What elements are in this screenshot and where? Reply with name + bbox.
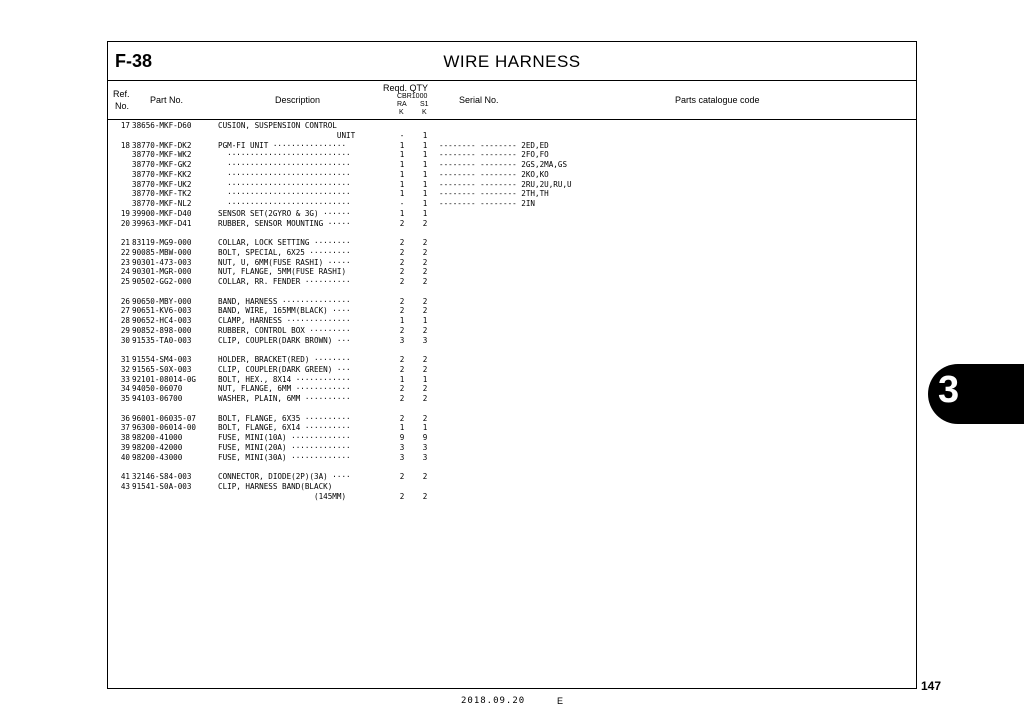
- cell-description: BAND, HARNESS ···············: [218, 296, 351, 306]
- cell-qty-ra: -: [399, 199, 405, 208]
- cell-part-no: 38770-MKF-GK2: [132, 160, 192, 169]
- cell-qty-ra: 2: [399, 267, 405, 277]
- cell-ref: 22: [120, 247, 130, 257]
- header-col2-bottom: K: [422, 109, 427, 116]
- cell-qty-s1: 1: [422, 150, 428, 160]
- cell-qty-ra: 2: [399, 364, 405, 374]
- cell-qty-ra: 2: [399, 257, 405, 267]
- cell-part-no: 38770-MKF-DK2: [132, 140, 192, 150]
- cell-part-no: 39900-MKF-D40: [132, 208, 192, 218]
- cell-description: UNIT: [218, 130, 356, 140]
- cell-qty-ra: 3: [399, 335, 405, 345]
- header-catalogue-code: Parts catalogue code: [675, 95, 760, 105]
- header-no: No.: [115, 101, 130, 111]
- cell-description: PGM-FI UNIT ················: [218, 140, 347, 150]
- cell-description: CLIP, COUPLER(DARK BROWN) ···: [218, 335, 351, 345]
- cell-ref: 28: [120, 316, 130, 325]
- header-description: Description: [275, 95, 321, 105]
- cell-qty-s1: 1: [422, 208, 428, 218]
- cell-ref: 41: [120, 472, 130, 481]
- cell-part-no: 90651-KV6-003: [132, 306, 192, 316]
- cell-qty-ra: 1: [399, 189, 405, 199]
- cell-qty-ra: 1: [399, 150, 405, 160]
- cell-part-no: 83119-MG9-000: [132, 238, 192, 247]
- cell-qty-s1: 1: [422, 199, 428, 208]
- cell-qty-ra: 2: [399, 238, 405, 247]
- cell-qty-s1: 1: [422, 130, 428, 140]
- cell-qty-ra: 1: [399, 316, 405, 325]
- header-col2-top: S1: [420, 101, 429, 108]
- header-ref: Ref.: [113, 89, 130, 99]
- cell-qty-s1: 2: [422, 247, 428, 257]
- cell-part-no: 90502-GG2-000: [132, 277, 192, 286]
- cell-description: COLLAR, LOCK SETTING ········: [218, 238, 351, 247]
- cell-qty-ra: 1: [399, 160, 405, 169]
- cell-qty-ra: 2: [399, 306, 405, 316]
- cell-part-no: 94050-06070: [132, 384, 183, 394]
- cell-ref: 33: [120, 374, 130, 384]
- page-number: 147: [921, 679, 942, 693]
- section-tab-number: 3: [938, 369, 960, 411]
- cell-part-no: 38656-MKF-D60: [132, 121, 192, 130]
- cell-description: BOLT, SPECIAL, 6X25 ·········: [218, 247, 351, 257]
- cell-description: BOLT, FLANGE, 6X35 ··········: [218, 413, 351, 423]
- table-header: [108, 81, 916, 120]
- cell-qty-ra: 2: [399, 296, 405, 306]
- cell-qty-ra: 2: [399, 277, 405, 286]
- cell-part-no: 91541-S0A-003: [132, 481, 192, 491]
- cell-part-no: 38770-MKF-UK2: [132, 179, 192, 189]
- cell-ref: 23: [120, 257, 130, 267]
- cell-ref: 27: [120, 306, 130, 316]
- cell-serial: -------- -------- 2RU,2U,RU,U: [439, 179, 572, 189]
- cell-description: BOLT, FLANGE, 6X14 ··········: [218, 423, 351, 433]
- cell-part-no: 96300-06014-00: [132, 423, 197, 433]
- cell-qty-ra: 3: [399, 442, 405, 452]
- cell-part-no: 32146-S84-003: [132, 472, 192, 481]
- cell-ref: 36: [120, 413, 130, 423]
- cell-ref: 24: [120, 267, 130, 277]
- cell-part-no: 39963-MKF-D41: [132, 218, 192, 228]
- cell-description: HOLDER, BRACKET(RED) ········: [218, 355, 351, 364]
- cell-ref: 34: [120, 384, 130, 394]
- cell-description: FUSE, MINI(10A) ·············: [218, 433, 351, 442]
- cell-ref: 21: [120, 238, 130, 247]
- cell-ref: 37: [120, 423, 130, 433]
- cell-qty-s1: 2: [422, 296, 428, 306]
- cell-qty-s1: 2: [422, 325, 428, 335]
- cell-part-no: 91565-S0X-003: [132, 364, 192, 374]
- cell-description: ···························: [218, 189, 351, 199]
- cell-ref: 20: [120, 218, 130, 228]
- cell-qty-s1: 2: [422, 394, 428, 403]
- cell-ref: 39: [120, 442, 130, 452]
- cell-part-no: 90085-MBW-000: [132, 247, 192, 257]
- cell-qty-s1: 1: [422, 189, 428, 199]
- cell-qty-ra: 2: [399, 325, 405, 335]
- cell-qty-ra: 9: [399, 433, 405, 442]
- cell-qty-s1: 3: [422, 452, 428, 462]
- cell-ref: 32: [120, 364, 130, 374]
- cell-description: NUT, U, 6MM(FUSE RASHI) ·····: [218, 257, 351, 267]
- cell-qty-ra: 1: [399, 374, 405, 384]
- cell-qty-ra: 2: [399, 247, 405, 257]
- cell-qty-s1: 9: [422, 433, 428, 442]
- cell-part-no: 38770-MKF-WK2: [132, 150, 192, 160]
- cell-part-no: 90652-HC4-003: [132, 316, 192, 325]
- cell-description: ···························: [218, 199, 351, 208]
- cell-description: ···························: [218, 150, 351, 160]
- cell-part-no: 38770-MKF-NL2: [132, 199, 192, 208]
- cell-part-no: 91554-SM4-003: [132, 355, 192, 364]
- cell-qty-s1: 2: [422, 257, 428, 267]
- cell-qty-s1: 2: [422, 384, 428, 394]
- cell-ref: 30: [120, 335, 130, 345]
- cell-qty-ra: 2: [399, 491, 405, 501]
- cell-qty-s1: 3: [422, 442, 428, 452]
- cell-description: NUT, FLANGE, 5MM(FUSE RASHI): [218, 267, 347, 277]
- cell-part-no: 98200-41000: [132, 433, 183, 442]
- cell-qty-s1: 1: [422, 169, 428, 179]
- cell-qty-s1: 1: [422, 160, 428, 169]
- cell-qty-ra: 2: [399, 413, 405, 423]
- header-serial-no: Serial No.: [459, 95, 499, 105]
- cell-description: RUBBER, CONTROL BOX ·········: [218, 325, 351, 335]
- header-reqd-qty: Reqd. QTY: [383, 83, 429, 93]
- cell-qty-ra: 1: [399, 179, 405, 189]
- cell-serial: -------- -------- 2GS,2MA,GS: [439, 160, 568, 169]
- cell-serial: -------- -------- 2KO,KO: [439, 169, 549, 179]
- cell-part-no: 38770-MKF-KK2: [132, 169, 192, 179]
- header-part-no: Part No.: [150, 95, 184, 105]
- cell-description: FUSE, MINI(30A) ·············: [218, 452, 351, 462]
- cell-qty-ra: 1: [399, 140, 405, 150]
- cell-qty-ra: 1: [399, 208, 405, 218]
- cell-qty-s1: 1: [422, 423, 428, 433]
- cell-qty-ra: 1: [399, 423, 405, 433]
- cell-description: ···························: [218, 179, 351, 189]
- cell-description: BAND, WIRE, 165MM(BLACK) ····: [218, 306, 351, 316]
- cell-serial: -------- -------- 2FO,FO: [439, 150, 549, 160]
- cell-description: CUSION, SUSPENSION CONTROL: [218, 121, 337, 130]
- cell-ref: 40: [120, 452, 130, 462]
- cell-part-no: 98200-43000: [132, 452, 183, 462]
- cell-qty-s1: 2: [422, 491, 428, 501]
- cell-ref: 38: [120, 433, 130, 442]
- cell-part-no: 94103-06700: [132, 394, 183, 403]
- cell-ref: 17: [120, 121, 130, 130]
- header-col1-bottom: K: [399, 109, 404, 116]
- cell-part-no: 38770-MKF-TK2: [132, 189, 192, 199]
- cell-qty-s1: 2: [422, 277, 428, 286]
- cell-qty-s1: 2: [422, 472, 428, 481]
- cell-serial: -------- -------- 2TH,TH: [439, 189, 549, 199]
- cell-qty-s1: 2: [422, 364, 428, 374]
- cell-qty-ra: -: [399, 130, 405, 140]
- cell-part-no: 90301-MGR-000: [132, 267, 192, 277]
- cell-description: CONNECTOR, DIODE(2P)(3A) ····: [218, 472, 351, 481]
- cell-qty-s1: 2: [422, 413, 428, 423]
- cell-qty-ra: 2: [399, 394, 405, 403]
- cell-qty-ra: 1: [399, 169, 405, 179]
- cell-qty-ra: 2: [399, 472, 405, 481]
- cell-ref: 31: [120, 355, 130, 364]
- header-col1-top: RA: [397, 101, 407, 108]
- footer-date: 2018.09.20: [461, 696, 526, 706]
- cell-ref: 26: [120, 296, 130, 306]
- cell-ref: 29: [120, 325, 130, 335]
- cell-part-no: 96001-06035-07: [132, 413, 197, 423]
- cell-ref: 35: [120, 394, 130, 403]
- cell-qty-s1: 1: [422, 316, 428, 325]
- cell-qty-ra: 3: [399, 452, 405, 462]
- cell-ref: 25: [120, 277, 130, 286]
- cell-part-no: 98200-42000: [132, 442, 183, 452]
- cell-description: CLIP, COUPLER(DARK GREEN) ···: [218, 364, 351, 374]
- cell-part-no: 91535-TA0-003: [132, 335, 192, 345]
- cell-qty-s1: 2: [422, 238, 428, 247]
- cell-description: FUSE, MINI(20A) ·············: [218, 442, 351, 452]
- cell-qty-s1: 2: [422, 355, 428, 364]
- cell-part-no: 90852-898-000: [132, 325, 192, 335]
- page-code: F-38: [115, 51, 153, 71]
- cell-qty-ra: 2: [399, 384, 405, 394]
- cell-part-no: 90650-MBY-000: [132, 296, 192, 306]
- cell-ref: 43: [120, 481, 130, 491]
- cell-qty-ra: 2: [399, 218, 405, 228]
- footer-edition: E: [557, 696, 564, 706]
- cell-description: BOLT, HEX., 8X14 ············: [218, 374, 351, 384]
- cell-qty-s1: 3: [422, 335, 428, 345]
- cell-qty-s1: 2: [422, 267, 428, 277]
- cell-description: NUT, FLANGE, 6MM ············: [218, 384, 351, 394]
- page-title: WIRE HARNESS: [443, 52, 581, 71]
- cell-qty-s1: 2: [422, 218, 428, 228]
- cell-description: CLIP, HARNESS BAND(BLACK): [218, 481, 333, 491]
- cell-part-no: 90301-473-003: [132, 257, 192, 267]
- cell-serial: -------- -------- 2IN: [439, 199, 536, 208]
- catalogue-frame: [107, 41, 917, 689]
- cell-description: COLLAR, RR. FENDER ··········: [218, 277, 351, 286]
- cell-description: SENSOR SET(2GYRO & 3G) ······: [218, 208, 351, 218]
- cell-description: WASHER, PLAIN, 6MM ··········: [218, 394, 351, 403]
- cell-description: ···························: [218, 169, 351, 179]
- cell-qty-s1: 1: [422, 374, 428, 384]
- cell-serial: -------- -------- 2ED,ED: [439, 140, 549, 150]
- cell-qty-ra: 2: [399, 355, 405, 364]
- cell-description: RUBBER, SENSOR MOUNTING ·····: [218, 218, 351, 228]
- title-bar: [108, 42, 916, 81]
- cell-description: CLAMP, HARNESS ··············: [218, 316, 351, 325]
- cell-ref: 19: [120, 208, 130, 218]
- cell-qty-s1: 1: [422, 179, 428, 189]
- cell-qty-s1: 2: [422, 306, 428, 316]
- section-tab: [928, 364, 1024, 424]
- cell-description: ···························: [218, 160, 351, 169]
- header-model: CBR1000: [397, 93, 428, 100]
- cell-description: (145MM): [218, 491, 347, 501]
- cell-ref: 18: [120, 140, 130, 150]
- cell-qty-s1: 1: [422, 140, 428, 150]
- cell-part-no: 92101-08014-0G: [132, 374, 197, 384]
